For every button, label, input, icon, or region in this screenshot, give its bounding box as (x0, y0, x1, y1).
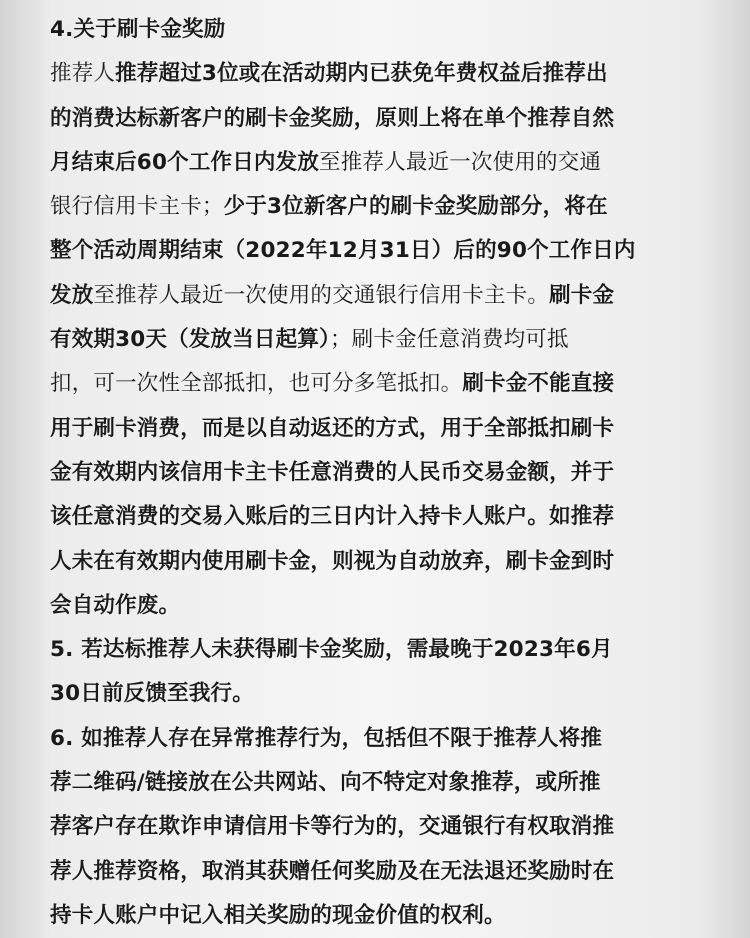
text-normal: 银行信用卡主卡； (50, 194, 224, 220)
section-4-line-2: 的消费达标新客户的刷卡金奖励，原则上将在单个推荐自然 (50, 105, 615, 131)
text-normal: ；刷卡金任意消费均可抵 (329, 327, 569, 353)
text-bold: 少于3位新客户的刷卡金奖励部分，将在 (223, 194, 608, 220)
section-4-line-5: 整个活动周期结束（2022年12月31日）后的90个工作日内 (50, 238, 636, 264)
text-bold: 发放 (50, 282, 94, 308)
text-bold: 刷卡金不能直接 (462, 371, 615, 397)
section-4-line-3 (50, 141, 706, 185)
text-bold: 刷卡金 (549, 282, 615, 308)
section-4-line-7 (50, 318, 706, 362)
section-6-line-5: 持卡人账户中记入相关奖励的现金价值的权利。 (50, 902, 506, 928)
section-4-line-9: 用于刷卡消费，而是以自动返还的方式，用于全部抵扣刷卡 (50, 415, 615, 441)
section-4-line-10: 金有效期内该信用卡主卡任意消费的人民币交易金额，并于 (50, 459, 615, 485)
section-5-line-1: 5. 若达标推荐人未获得刷卡金奖励，需最晚于2023年6月 (50, 637, 613, 663)
text-bold: 推荐超过3位或在活动期内已获免年费权益后推荐出 (115, 61, 608, 87)
section-4-line-4 (50, 185, 706, 229)
section-5-line-2: 30日前反馈至我行。 (50, 681, 254, 707)
section-6-line-4: 荐人推荐资格，取消其获赠任何奖励及在无法退还奖励时在 (50, 858, 615, 884)
section-4-line-12: 人未在有效期内使用刷卡金，则视为自动放弃，刷卡金到时 (50, 548, 615, 574)
text-normal: 扣，可一次性全部抵扣，也可分多笔抵扣。 (50, 371, 463, 397)
section-4-line-6 (50, 274, 706, 318)
text-normal: 至推荐人最近一次使用的交通银行信用卡主卡。 (93, 282, 550, 308)
section-4-line-8 (50, 362, 706, 406)
section-6-line-1: 6. 如推荐人存在异常推荐行为，包括但不限于推荐人将推 (50, 725, 603, 751)
section-4-line-13: 会自动作废。 (50, 592, 181, 618)
section-4-line-11: 该任意消费的交易入账后的三日内计入持卡人账户。如推荐 (50, 504, 615, 530)
text-normal: 至推荐人最近一次使用的交通 (319, 149, 602, 175)
section-4-line-1 (50, 52, 706, 96)
section-4-heading: 4.关于刷卡金奖励 (50, 17, 226, 42)
text-bold: 有效期30天（发放当日起算） (50, 327, 330, 353)
section-6-line-3: 荐客户存在欺诈申请信用卡等行为的，交通银行有权取消推 (50, 814, 615, 840)
text-bold: 月结束后60个工作日内发放 (50, 149, 320, 175)
section-6-line-2: 荐二维码/链接放在公共网站、向不特定对象推荐，或所推 (50, 770, 601, 796)
text-normal: 推荐人 (50, 61, 116, 87)
